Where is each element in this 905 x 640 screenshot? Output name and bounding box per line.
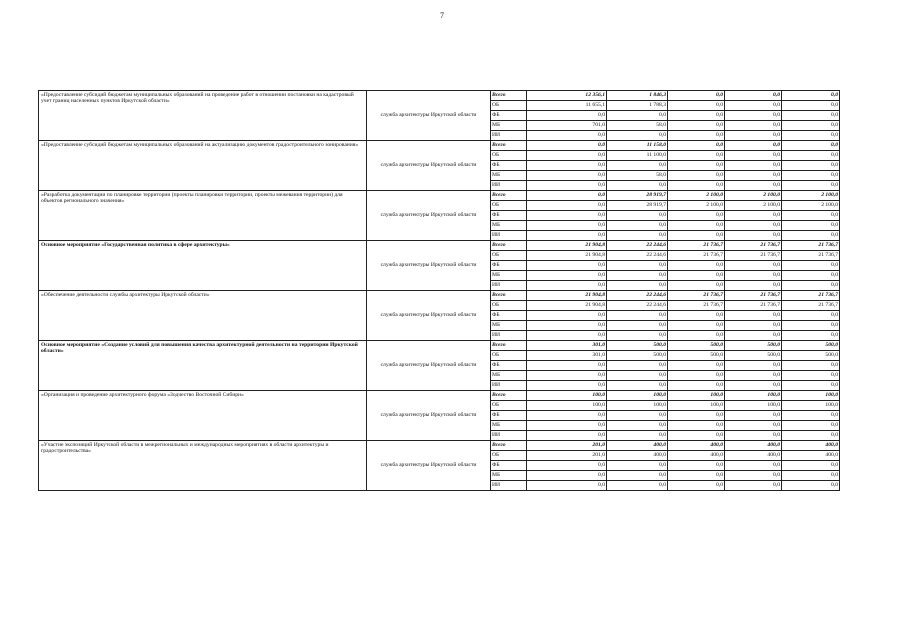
amount-cell: 0,0 <box>782 411 840 421</box>
amount-cell: 0,0 <box>527 271 607 281</box>
amount-cell: 0,0 <box>782 471 840 481</box>
funding-source: ФБ <box>491 311 527 321</box>
amount-cell: 0,0 <box>607 421 668 431</box>
measure-name: «Организация и проведение архитектурного форума «Зодчество Восточной Сибири» <box>39 391 367 441</box>
measure-name: «Предоставление субсидий бюджетам муниципальных образований на актуализацию документов градостроительного зонирования» <box>39 141 367 191</box>
amount-cell: 1 846,3 <box>607 91 668 101</box>
table-row <box>39 341 840 351</box>
amount-cell: 0,0 <box>668 181 725 191</box>
funding-source: ИИ <box>491 331 527 341</box>
amount-cell: 0,0 <box>725 471 782 481</box>
funding-source: Всего <box>491 341 527 351</box>
amount-cell: 400,0 <box>782 451 840 461</box>
amount-cell: 0,0 <box>668 211 725 221</box>
amount-cell: 0,0 <box>782 331 840 341</box>
amount-cell: 0,0 <box>782 151 840 161</box>
amount-cell: 0,0 <box>527 321 607 331</box>
measure-name: «Разработка документации по планировке территории (проекты планировки территории, проекты межевания территории) для объектов регионального значения» <box>39 191 367 241</box>
amount-cell: 0,0 <box>668 271 725 281</box>
executor-cell: служба архитектуры Иркутской области <box>367 91 491 141</box>
amount-cell: 400,0 <box>607 441 668 451</box>
amount-cell: 0,0 <box>607 361 668 371</box>
amount-cell: 0,0 <box>527 381 607 391</box>
amount-cell: 21 736,7 <box>782 301 840 311</box>
amount-cell: 0,0 <box>725 321 782 331</box>
amount-cell: 0,0 <box>527 471 607 481</box>
amount-cell: 21 736,7 <box>782 291 840 301</box>
amount-cell: 0,0 <box>668 121 725 131</box>
funding-source: ФБ <box>491 161 527 171</box>
amount-cell: 100,0 <box>607 391 668 401</box>
amount-cell: 0,0 <box>782 111 840 121</box>
amount-cell: 0,0 <box>607 371 668 381</box>
amount-cell: 0,0 <box>668 381 725 391</box>
amount-cell: 0,0 <box>668 321 725 331</box>
executor-cell: служба архитектуры Иркутской области <box>367 441 491 491</box>
amount-cell: 0,0 <box>725 131 782 141</box>
executor-cell: служба архитектуры Иркутской области <box>367 141 491 191</box>
funding-source: ФБ <box>491 211 527 221</box>
amount-cell: 21 736,7 <box>782 251 840 261</box>
funding-source: ФБ <box>491 111 527 121</box>
funding-source: ФБ <box>491 411 527 421</box>
amount-cell: 21 736,7 <box>782 241 840 251</box>
amount-cell: 0,0 <box>607 181 668 191</box>
amount-cell: 0,0 <box>668 151 725 161</box>
amount-cell: 500,0 <box>668 341 725 351</box>
funding-source: МБ <box>491 321 527 331</box>
amount-cell: 0,0 <box>725 161 782 171</box>
amount-cell: 0,0 <box>527 481 607 491</box>
amount-cell: 0,0 <box>782 131 840 141</box>
amount-cell: 701,0 <box>527 121 607 131</box>
funding-source: Всего <box>491 441 527 451</box>
amount-cell: 0,0 <box>782 371 840 381</box>
amount-cell: 0,0 <box>725 141 782 151</box>
measure-name: «Участие экспозиций Иркутской области в межрегиональных и международных мероприятиях в области архитектуры и градостроительства» <box>39 441 367 491</box>
amount-cell: 0,0 <box>725 221 782 231</box>
amount-cell: 21 736,7 <box>725 301 782 311</box>
amount-cell: 21 736,7 <box>668 251 725 261</box>
funding-source: ОБ <box>491 351 527 361</box>
measure-name: «Обеспечение деятельности службы архитектуры Иркутской области» <box>39 291 367 341</box>
amount-cell: 0,0 <box>782 271 840 281</box>
amount-cell: 0,0 <box>782 261 840 271</box>
amount-cell: 0,0 <box>782 461 840 471</box>
amount-cell: 0,0 <box>607 161 668 171</box>
amount-cell: 28 919,7 <box>607 191 668 201</box>
amount-cell: 0,0 <box>725 371 782 381</box>
amount-cell: 21 736,7 <box>725 241 782 251</box>
amount-cell: 0,0 <box>782 91 840 101</box>
amount-cell: 0,0 <box>725 431 782 441</box>
amount-cell: 100,0 <box>725 401 782 411</box>
amount-cell: 0,0 <box>668 431 725 441</box>
amount-cell: 0,0 <box>725 361 782 371</box>
executor-cell: служба архитектуры Иркутской области <box>367 191 491 241</box>
amount-cell: 0,0 <box>725 461 782 471</box>
amount-cell: 400,0 <box>668 451 725 461</box>
funding-source: Всего <box>491 241 527 251</box>
amount-cell: 11 655,1 <box>527 101 607 111</box>
amount-cell: 0,0 <box>725 111 782 121</box>
funding-source: Всего <box>491 291 527 301</box>
amount-cell: 0,0 <box>782 221 840 231</box>
measure-name: Основное мероприятие «Государственная политика в сфере архитектуры» <box>39 241 367 291</box>
amount-cell: 21 904,8 <box>527 251 607 261</box>
amount-cell: 0,0 <box>782 211 840 221</box>
amount-cell: 0,0 <box>725 231 782 241</box>
amount-cell: 500,0 <box>782 341 840 351</box>
amount-cell: 0,0 <box>725 411 782 421</box>
funding-source: ИИ <box>491 181 527 191</box>
amount-cell: 0,0 <box>725 211 782 221</box>
amount-cell: 21 736,7 <box>668 241 725 251</box>
amount-cell: 0,0 <box>607 461 668 471</box>
amount-cell: 500,0 <box>607 351 668 361</box>
amount-cell: 100,0 <box>725 391 782 401</box>
amount-cell: 201,0 <box>527 441 607 451</box>
amount-cell: 0,0 <box>607 281 668 291</box>
amount-cell: 0,0 <box>782 231 840 241</box>
amount-cell: 21 736,7 <box>725 251 782 261</box>
funding-source: ОБ <box>491 251 527 261</box>
funding-source: МБ <box>491 271 527 281</box>
amount-cell: 0,0 <box>607 211 668 221</box>
funding-source: ФБ <box>491 461 527 471</box>
amount-cell: 0,0 <box>668 461 725 471</box>
amount-cell: 2 100,0 <box>782 191 840 201</box>
amount-cell: 22 244,6 <box>607 251 668 261</box>
amount-cell: 0,0 <box>668 421 725 431</box>
amount-cell: 0,0 <box>527 211 607 221</box>
amount-cell: 22 244,6 <box>607 291 668 301</box>
funding-source: ИИ <box>491 431 527 441</box>
executor-cell: служба архитектуры Иркутской области <box>367 241 491 291</box>
amount-cell: 0,0 <box>725 91 782 101</box>
amount-cell: 0,0 <box>782 141 840 151</box>
funding-source: ОБ <box>491 201 527 211</box>
amount-cell: 0,0 <box>782 101 840 111</box>
amount-cell: 0,0 <box>668 481 725 491</box>
amount-cell: 0,0 <box>782 431 840 441</box>
amount-cell: 0,0 <box>527 161 607 171</box>
executor-cell: служба архитектуры Иркутской области <box>367 341 491 391</box>
amount-cell: 2 100,0 <box>668 201 725 211</box>
amount-cell: 0,0 <box>607 271 668 281</box>
amount-cell: 0,0 <box>725 331 782 341</box>
funding-source: ИИ <box>491 481 527 491</box>
amount-cell: 0,0 <box>668 331 725 341</box>
amount-cell: 301,0 <box>527 341 607 351</box>
amount-cell: 0,0 <box>782 311 840 321</box>
amount-cell: 2 100,0 <box>725 191 782 201</box>
table-row <box>39 141 840 151</box>
amount-cell: 0,0 <box>725 481 782 491</box>
amount-cell: 0,0 <box>607 471 668 481</box>
amount-cell: 0,0 <box>668 261 725 271</box>
amount-cell: 400,0 <box>725 441 782 451</box>
table-row <box>39 241 840 251</box>
amount-cell: 100,0 <box>782 391 840 401</box>
amount-cell: 500,0 <box>725 351 782 361</box>
amount-cell: 28 919,7 <box>607 201 668 211</box>
amount-cell: 12 356,1 <box>527 91 607 101</box>
amount-cell: 0,0 <box>782 361 840 371</box>
amount-cell: 0,0 <box>527 141 607 151</box>
amount-cell: 0,0 <box>527 181 607 191</box>
amount-cell: 0,0 <box>607 311 668 321</box>
funding-source: Всего <box>491 141 527 151</box>
amount-cell: 2 100,0 <box>782 201 840 211</box>
amount-cell: 0,0 <box>607 321 668 331</box>
amount-cell: 0,0 <box>527 221 607 231</box>
amount-cell: 0,0 <box>527 201 607 211</box>
funding-source: Всего <box>491 191 527 201</box>
amount-cell: 500,0 <box>668 351 725 361</box>
amount-cell: 0,0 <box>527 421 607 431</box>
funding-source: ОБ <box>491 451 527 461</box>
amount-cell: 100,0 <box>607 401 668 411</box>
amount-cell: 11 158,0 <box>607 141 668 151</box>
amount-cell: 0,0 <box>725 311 782 321</box>
amount-cell: 0,0 <box>527 371 607 381</box>
amount-cell: 58,0 <box>607 171 668 181</box>
amount-cell: 0,0 <box>668 171 725 181</box>
amount-cell: 0,0 <box>607 111 668 121</box>
amount-cell: 100,0 <box>668 391 725 401</box>
table-row <box>39 291 840 301</box>
measure-name: «Предоставление субсидий бюджетам муниципальных образований на проведение работ в отношении постановки на кадастровый учет границ населенных пунктов Иркутской области» <box>39 91 367 141</box>
amount-cell: 0,0 <box>668 231 725 241</box>
amount-cell: 0,0 <box>527 331 607 341</box>
amount-cell: 11 100,0 <box>607 151 668 161</box>
amount-cell: 0,0 <box>725 181 782 191</box>
amount-cell: 2 100,0 <box>725 201 782 211</box>
funding-source: ОБ <box>491 101 527 111</box>
funding-source: МБ <box>491 171 527 181</box>
amount-cell: 0,0 <box>527 311 607 321</box>
amount-cell: 0,0 <box>527 111 607 121</box>
amount-cell: 58,0 <box>607 121 668 131</box>
funding-source: МБ <box>491 421 527 431</box>
amount-cell: 0,0 <box>527 131 607 141</box>
executor-cell: служба архитектуры Иркутской области <box>367 391 491 441</box>
funding-source: ИИ <box>491 281 527 291</box>
amount-cell: 0,0 <box>607 331 668 341</box>
amount-cell: 0,0 <box>725 101 782 111</box>
amount-cell: 22 244,6 <box>607 241 668 251</box>
amount-cell: 0,0 <box>668 281 725 291</box>
executor-cell: служба архитектуры Иркутской области <box>367 291 491 341</box>
funding-source: ИИ <box>491 231 527 241</box>
measure-name: Основное мероприятие «Создание условий для повышения качества архитектурной деятельности на территории Иркутской области» <box>39 341 367 391</box>
amount-cell: 22 244,6 <box>607 301 668 311</box>
amount-cell: 400,0 <box>607 451 668 461</box>
amount-cell: 0,0 <box>607 131 668 141</box>
amount-cell: 0,0 <box>527 231 607 241</box>
amount-cell: 0,0 <box>527 171 607 181</box>
funding-source: ИИ <box>491 381 527 391</box>
amount-cell: 301,0 <box>527 351 607 361</box>
table-row <box>39 91 840 101</box>
amount-cell: 0,0 <box>668 161 725 171</box>
funding-source: МБ <box>491 121 527 131</box>
funding-source: ОБ <box>491 301 527 311</box>
table-body <box>39 91 840 491</box>
amount-cell: 500,0 <box>782 351 840 361</box>
funding-source: ОБ <box>491 151 527 161</box>
amount-cell: 100,0 <box>527 391 607 401</box>
amount-cell: 0,0 <box>607 221 668 231</box>
amount-cell: 2 100,0 <box>668 191 725 201</box>
amount-cell: 0,0 <box>782 321 840 331</box>
amount-cell: 0,0 <box>527 191 607 201</box>
amount-cell: 201,0 <box>527 451 607 461</box>
amount-cell: 0,0 <box>527 431 607 441</box>
amount-cell: 0,0 <box>527 461 607 471</box>
amount-cell: 500,0 <box>607 341 668 351</box>
table-row <box>39 441 840 451</box>
amount-cell: 21 736,7 <box>668 291 725 301</box>
amount-cell: 0,0 <box>668 371 725 381</box>
amount-cell: 1 788,3 <box>607 101 668 111</box>
funding-source: Всего <box>491 391 527 401</box>
amount-cell: 100,0 <box>782 401 840 411</box>
amount-cell: 0,0 <box>725 281 782 291</box>
amount-cell: 0,0 <box>782 281 840 291</box>
table-row <box>39 391 840 401</box>
amount-cell: 0,0 <box>668 131 725 141</box>
amount-cell: 0,0 <box>782 161 840 171</box>
amount-cell: 0,0 <box>527 361 607 371</box>
amount-cell: 0,0 <box>607 431 668 441</box>
amount-cell: 0,0 <box>725 271 782 281</box>
amount-cell: 0,0 <box>668 91 725 101</box>
amount-cell: 0,0 <box>607 411 668 421</box>
amount-cell: 0,0 <box>725 171 782 181</box>
funding-source: МБ <box>491 371 527 381</box>
amount-cell: 21 736,7 <box>668 301 725 311</box>
amount-cell: 0,0 <box>725 151 782 161</box>
amount-cell: 0,0 <box>668 141 725 151</box>
amount-cell: 0,0 <box>607 261 668 271</box>
amount-cell: 21 904,8 <box>527 291 607 301</box>
amount-cell: 0,0 <box>668 111 725 121</box>
funding-source: МБ <box>491 221 527 231</box>
funding-source: ИИ <box>491 131 527 141</box>
amount-cell: 400,0 <box>725 451 782 461</box>
table-row <box>39 191 840 201</box>
budget-table <box>38 90 840 491</box>
amount-cell: 0,0 <box>668 361 725 371</box>
funding-source: ФБ <box>491 361 527 371</box>
amount-cell: 400,0 <box>782 441 840 451</box>
amount-cell: 0,0 <box>668 471 725 481</box>
amount-cell: 500,0 <box>725 341 782 351</box>
amount-cell: 0,0 <box>607 381 668 391</box>
amount-cell: 0,0 <box>725 121 782 131</box>
amount-cell: 0,0 <box>782 121 840 131</box>
amount-cell: 0,0 <box>527 281 607 291</box>
funding-source: ФБ <box>491 261 527 271</box>
funding-source: МБ <box>491 471 527 481</box>
amount-cell: 0,0 <box>782 421 840 431</box>
amount-cell: 0,0 <box>607 481 668 491</box>
amount-cell: 0,0 <box>782 181 840 191</box>
amount-cell: 0,0 <box>782 381 840 391</box>
amount-cell: 21 736,7 <box>725 291 782 301</box>
funding-source: ОБ <box>491 401 527 411</box>
amount-cell: 0,0 <box>668 101 725 111</box>
amount-cell: 0,0 <box>668 411 725 421</box>
page-number: 7 <box>440 11 444 20</box>
amount-cell: 0,0 <box>668 221 725 231</box>
amount-cell: 21 904,8 <box>527 241 607 251</box>
amount-cell: 0,0 <box>527 261 607 271</box>
amount-cell: 0,0 <box>725 421 782 431</box>
amount-cell: 0,0 <box>668 311 725 321</box>
amount-cell: 0,0 <box>782 171 840 181</box>
amount-cell: 100,0 <box>668 401 725 411</box>
amount-cell: 0,0 <box>527 151 607 161</box>
amount-cell: 0,0 <box>782 481 840 491</box>
amount-cell: 0,0 <box>607 231 668 241</box>
amount-cell: 0,0 <box>725 261 782 271</box>
amount-cell: 0,0 <box>725 381 782 391</box>
amount-cell: 0,0 <box>527 411 607 421</box>
amount-cell: 21 904,8 <box>527 301 607 311</box>
funding-source: Всего <box>491 91 527 101</box>
amount-cell: 100,0 <box>527 401 607 411</box>
amount-cell: 400,0 <box>668 441 725 451</box>
